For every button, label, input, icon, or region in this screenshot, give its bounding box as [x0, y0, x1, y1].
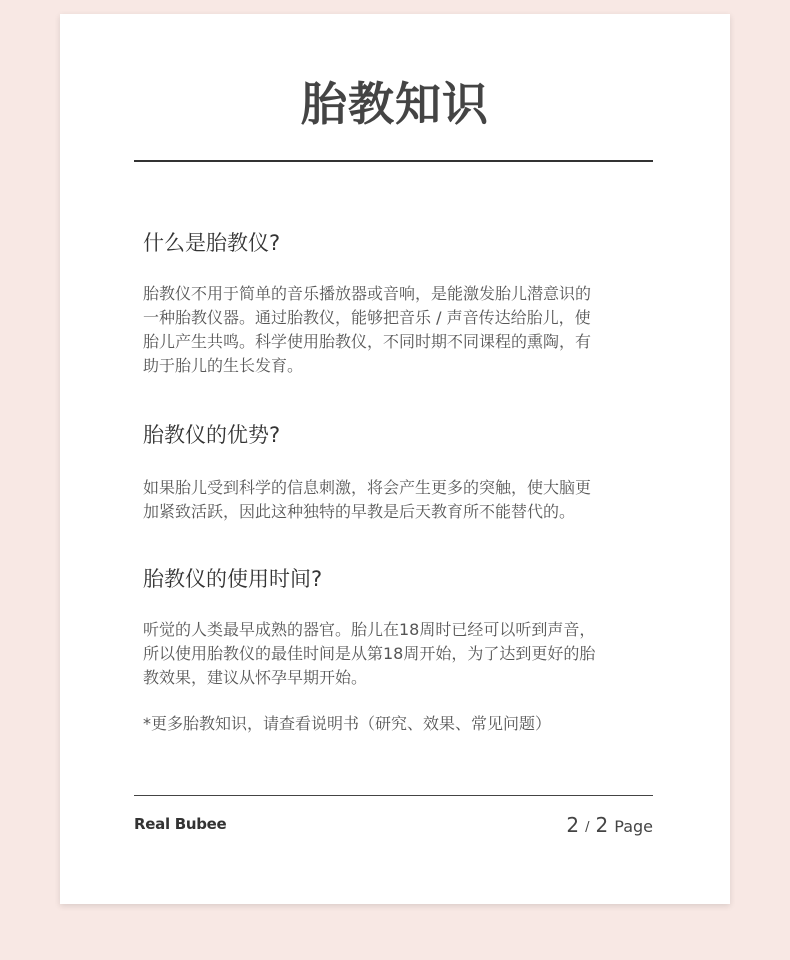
body-line: 教效果，建议从怀孕早期开始。 [143, 668, 368, 687]
body-line: 胎儿产生共鸣。科学使用胎教仪，不同时期不同课程的熏陶，有 [143, 332, 592, 351]
body-line: 如果胎儿受到科学的信息刺激，将会产生更多的突触，使大脑更 [143, 478, 592, 497]
section-body [143, 476, 643, 524]
section-advantages [143, 420, 643, 524]
title-divider [134, 160, 653, 162]
body-line: 听觉的人类最早成熟的器官。胎儿在18周时已经可以听到声音， [143, 620, 596, 639]
page-indicator [566, 812, 653, 842]
body-line: 一种胎教仪器。通过胎教仪，能够把音乐 / 声音传达给胎儿，使 [143, 308, 591, 327]
body-line: 胎教仪不用于简单的音乐播放器或音响，是能激发胎儿潜意识的 [143, 284, 592, 303]
section-heading: 胎教仪的使用时间? [143, 567, 323, 591]
brand-logo: Real Bubee [134, 815, 227, 833]
body-line: 助于胎儿的生长发育。 [143, 356, 304, 375]
page-current: 2 [566, 813, 580, 837]
document-page [60, 14, 730, 904]
body-line: 所以使用胎教仪的最佳时间是从第18周开始，为了达到更好的胎 [143, 644, 596, 663]
footer-divider [134, 795, 653, 796]
section-heading: 什么是胎教仪? [143, 231, 281, 255]
section-body [143, 618, 643, 690]
page-title: 胎教知识 [301, 77, 489, 131]
section-heading: 胎教仪的优势? [143, 423, 281, 447]
manual-note: *更多胎教知识，请查看说明书（研究、效果、常见问题） [143, 714, 552, 733]
section-body [143, 282, 643, 378]
section-usage-time [143, 564, 643, 690]
page-total: 2 [595, 813, 609, 837]
body-line: 加紧致活跃，因此这种独特的早教是后天教育所不能替代的。 [143, 502, 576, 521]
page-word: Page [614, 817, 653, 836]
section-what-is [143, 228, 643, 378]
page-separator: / [585, 820, 590, 835]
